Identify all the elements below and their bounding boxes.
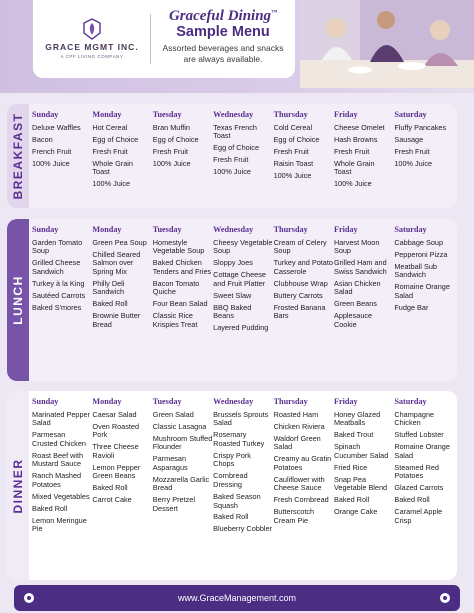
menu-item: Cold Cereal: [273, 122, 313, 132]
dinner-day-column: [153, 398, 213, 537]
menu-item: Spinach Cucumber Salad: [333, 442, 389, 460]
menu-item: Fresh Fruit: [92, 146, 128, 156]
menu-item: Mushroom Stuffed Flounder: [152, 433, 213, 452]
menu-item: Fresh Fruit: [152, 146, 189, 156]
menu-item: Romaine Orange Salad: [394, 282, 450, 300]
day-heading: Wednesday: [213, 397, 254, 406]
menu-item: Baked Roll: [394, 495, 430, 505]
breakfast-day-column: [213, 111, 273, 192]
day-heading: Friday: [333, 225, 358, 234]
menu-item: Baked Roll: [213, 512, 249, 522]
menu-item: Glazed Carrots: [394, 483, 444, 493]
lunch-label-band: [7, 219, 29, 381]
menu-item: Green Pea Soup: [92, 237, 147, 247]
menu-item: Stuffed Lobster: [394, 430, 444, 440]
dinner-label: DINNER: [11, 457, 25, 514]
day-heading: Sunday: [32, 397, 59, 406]
menu-item: Orange Cake: [333, 507, 378, 517]
menu-item: 100% Juice: [213, 167, 251, 177]
dinner-section: [7, 391, 457, 580]
lunch-day-column: [153, 226, 213, 336]
dinner-day-column: [32, 398, 92, 537]
website-link[interactable]: www.GraceManagement.com: [177, 593, 297, 603]
menu-item: Bran Muffin: [152, 122, 190, 132]
menu-item: Honey Glazed Meatballs: [333, 409, 381, 428]
day-heading: Tuesday: [152, 397, 182, 406]
day-heading: Monday: [92, 110, 122, 119]
day-heading: Sunday: [32, 110, 59, 119]
menu-item: Rosemary Roasted Turkey: [213, 430, 265, 448]
lunch-day-column: [334, 226, 394, 336]
menu-item: 100% Juice: [32, 158, 70, 168]
lunch-day-column: [32, 226, 92, 336]
menu-item: Caesar Salad: [92, 409, 137, 419]
menu-item: Roasted Ham: [273, 409, 319, 419]
menu-item: Hot Cereal: [92, 122, 128, 132]
footer-bullet-right-icon: [440, 593, 450, 603]
menu-item: Bacon Tomato Quiche: [152, 278, 200, 297]
menu-item: Cheese Omelet: [333, 122, 385, 132]
menu-item: Turkey and Potato Casserole: [273, 258, 333, 276]
menu-item: Baked S'mores: [32, 302, 82, 312]
menu-item: Baked Roll: [32, 503, 68, 513]
menu-item: Sausage: [394, 134, 424, 144]
menu-item: 100% Juice: [333, 179, 372, 189]
menu-item: Brussels Sprouts Salad: [213, 409, 269, 428]
menu-item: Cream of Celery Soup: [273, 237, 327, 256]
menu-item: Fresh Cornbread: [273, 495, 329, 505]
menu-item: Mixed Vegetables: [32, 491, 90, 501]
dinner-day-column: [334, 398, 394, 537]
menu-item: Applesauce Cookie: [333, 311, 373, 329]
menu-item: Garden Tomato Soup: [32, 237, 83, 256]
menu-item: Caramel Apple Crisp: [394, 507, 443, 525]
menu-item: Egg of Choice: [152, 134, 199, 144]
menu-item: Cabbage Soup: [394, 237, 444, 247]
menu-item: 100% Juice: [152, 158, 191, 168]
dinner-day-column: [394, 398, 454, 537]
menu-item: Classic Rice Krispies Treat: [152, 311, 198, 329]
lunch-day-column: [274, 226, 334, 336]
menu-item: Creamy au Gratin Potatoes: [273, 454, 332, 472]
menu-item: Brownie Butter Bread: [92, 311, 141, 329]
menu-item: Baked Chicken Tenders and Fries: [152, 258, 212, 276]
menu-item: Homestyle Vegetable Soup: [152, 237, 205, 256]
menu-item: Whole Grain Toast: [92, 158, 133, 177]
dining-photo-illustration: [300, 0, 474, 88]
dining-photo: [300, 0, 474, 88]
day-heading: Monday: [92, 225, 122, 234]
menu-item: Sloppy Joes: [213, 258, 253, 268]
menu-item: Butterscotch Cream Pie: [273, 507, 315, 525]
menu-item: Four Bean Salad: [152, 299, 208, 309]
menu-item: Carrot Cake: [92, 495, 132, 505]
lunch-section: [7, 219, 457, 381]
dinner-day-column: [213, 398, 273, 537]
menu-item: Fresh Fruit: [213, 155, 249, 165]
menu-item: Cornbread Dressing: [213, 471, 248, 489]
menu-item: Lemon Pepper Green Beans: [92, 462, 141, 481]
lunch-columns: [32, 226, 454, 336]
menu-item: Green Salad: [152, 409, 194, 419]
day-heading: Monday: [92, 397, 122, 406]
menu-item: Sautéed Carrots: [32, 290, 86, 300]
menu-item: Green Beans: [333, 299, 377, 309]
menu-item: Cottage Cheese and Fruit Platter: [213, 270, 266, 288]
menu-item: Marinated Pepper Salad: [32, 409, 91, 428]
menu-item: Crispy Pork Chops: [213, 450, 251, 469]
menu-item: Fried Rice: [333, 462, 368, 472]
menu-item: Baked Roll: [92, 299, 128, 309]
menu-item: Baked Roll: [92, 483, 128, 493]
header-divider: [150, 14, 151, 64]
menu-item: Fresh Fruit: [273, 146, 309, 156]
menu-item: Meatball Sub Sandwich: [394, 261, 437, 280]
menu-item: Fudge Bar: [394, 302, 429, 312]
page-subtitle: Assorted beverages and snacks are always available.: [162, 43, 284, 64]
breakfast-label: BREAKFAST: [11, 112, 25, 200]
menu-item: Oven Roasted Pork: [92, 421, 140, 440]
company-logo: [42, 18, 142, 68]
dinner-label-band: [7, 391, 29, 580]
footer: [14, 585, 460, 611]
day-heading: Friday: [333, 110, 358, 119]
day-heading: Thursday: [273, 225, 308, 234]
menu-item: Three Cheese Ravioli: [92, 442, 139, 460]
brand-title: Graceful Dining™: [168, 8, 278, 24]
menu-item: Lemon Meringue Pie: [32, 515, 87, 534]
dinner-day-column: [274, 398, 334, 537]
menu-item: Snap Pea Vegetable Blend: [333, 474, 388, 493]
menu-item: Clubhouse Wrap: [273, 278, 328, 288]
menu-item: Ranch Mashed Potatoes: [32, 471, 82, 489]
breakfast-day-column: [394, 111, 454, 192]
menu-item: 100% Juice: [92, 179, 131, 189]
lunch-label: LUNCH: [11, 275, 25, 325]
day-heading: Saturday: [394, 225, 427, 234]
grace-logo-icon: [80, 18, 104, 40]
menu-item: Waldorf Green Salad: [273, 433, 321, 452]
title-block: [156, 8, 290, 65]
day-heading: Thursday: [273, 110, 308, 119]
menu-item: Grilled Cheese Sandwich: [32, 258, 81, 276]
lunch-day-column: [394, 226, 454, 336]
breakfast-day-column: [274, 111, 334, 192]
breakfast-day-column: [334, 111, 394, 192]
menu-item: Parmesan Asparagus: [152, 454, 188, 472]
menu-item: Parmesan Crusted Chicken: [32, 430, 86, 448]
menu-item: Classic Lasagna: [152, 421, 207, 431]
menu-item: Egg of Choice: [213, 143, 260, 153]
menu-item: Fluffy Pancakes: [394, 122, 447, 132]
dinner-columns: [32, 398, 454, 537]
menu-item: Buttery Carrots: [273, 290, 323, 300]
menu-item: French Fruit: [32, 146, 72, 156]
menu-item: BBQ Baked Beans: [213, 302, 252, 321]
menu-item: Layered Pudding: [213, 323, 269, 333]
menu-item: Romaine Orange Salad: [394, 442, 450, 460]
menu-item: Egg of Choice: [273, 134, 320, 144]
header: [0, 0, 474, 93]
menu-item: Berry Pretzel Dessert: [152, 495, 195, 513]
menu-item: Bacon: [32, 134, 53, 144]
menu-item: Frosted Banana Bars: [273, 302, 326, 321]
day-heading: Saturday: [394, 110, 427, 119]
breakfast-day-column: [153, 111, 213, 192]
breakfast-label-band: [7, 104, 29, 208]
menu-item: Fresh Fruit: [394, 146, 430, 156]
menu-item: Mozzarella Garlic Bread: [152, 474, 210, 493]
menu-item: Grilled Ham and Swiss Sandwich: [333, 258, 387, 276]
day-heading: Tuesday: [152, 110, 182, 119]
menu-item: Deluxe Waffles: [32, 122, 81, 132]
menu-item: Blueberry Cobbler: [213, 524, 272, 534]
menu-item: Sweet Slaw: [213, 290, 252, 300]
menu-item: Whole Grain Toast: [333, 158, 375, 177]
day-heading: Sunday: [32, 225, 59, 234]
menu-item: Raisin Toast: [273, 158, 314, 168]
menu-item: Baked Roll: [333, 495, 370, 505]
logo-tagline: A CPF LIVING COMPANY: [60, 54, 124, 59]
menu-item: Harvest Moon Soup: [333, 237, 380, 256]
menu-item: Hash Browns: [333, 134, 378, 144]
menu-item: Roast Beef with Mustard Sauce: [32, 450, 84, 469]
menu-item: Chilled Seared Salmon over Spring Mix: [92, 249, 141, 276]
breakfast-section: [7, 104, 457, 208]
menu-item: Baked Season Squash: [213, 491, 261, 510]
menu-item: 100% Juice: [273, 170, 312, 180]
page-title: Sample Menu: [176, 24, 270, 40]
breakfast-columns: [32, 111, 454, 192]
menu-item: Egg of Choice: [92, 134, 139, 144]
menu-item: Asian Chicken Salad: [333, 278, 381, 297]
breakfast-day-column: [92, 111, 152, 192]
menu-item: Cauliflower with Cheese Sauce: [273, 474, 325, 493]
menu-item: Turkey à la King: [32, 278, 85, 288]
menu-item: Texas French Toast: [213, 122, 257, 141]
day-heading: Tuesday: [152, 225, 182, 234]
breakfast-day-column: [32, 111, 92, 192]
menu-item: Champagne Chicken: [394, 409, 435, 428]
menu-item: Baked Trout: [333, 430, 374, 440]
lunch-day-column: [92, 226, 152, 336]
lunch-day-column: [213, 226, 273, 336]
menu-item: Pepperoni Pizza: [394, 249, 448, 259]
day-heading: Saturday: [394, 397, 427, 406]
dinner-day-column: [92, 398, 152, 537]
day-heading: Wednesday: [213, 225, 254, 234]
logo-name: GRACE MGMT INC.: [45, 42, 139, 52]
day-heading: Wednesday: [213, 110, 254, 119]
menu-item: Chicken Riviera: [273, 421, 325, 431]
day-heading: Thursday: [273, 397, 308, 406]
menu-item: 100% Juice: [394, 158, 433, 168]
menu-item: Steamed Red Potatoes: [394, 462, 439, 481]
day-heading: Friday: [333, 397, 358, 406]
menu-item: Fresh Fruit: [333, 146, 370, 156]
menu-item: Philly Deli Sandwich: [92, 278, 125, 297]
menu-item: Cheesy Vegetable Soup: [213, 237, 273, 256]
